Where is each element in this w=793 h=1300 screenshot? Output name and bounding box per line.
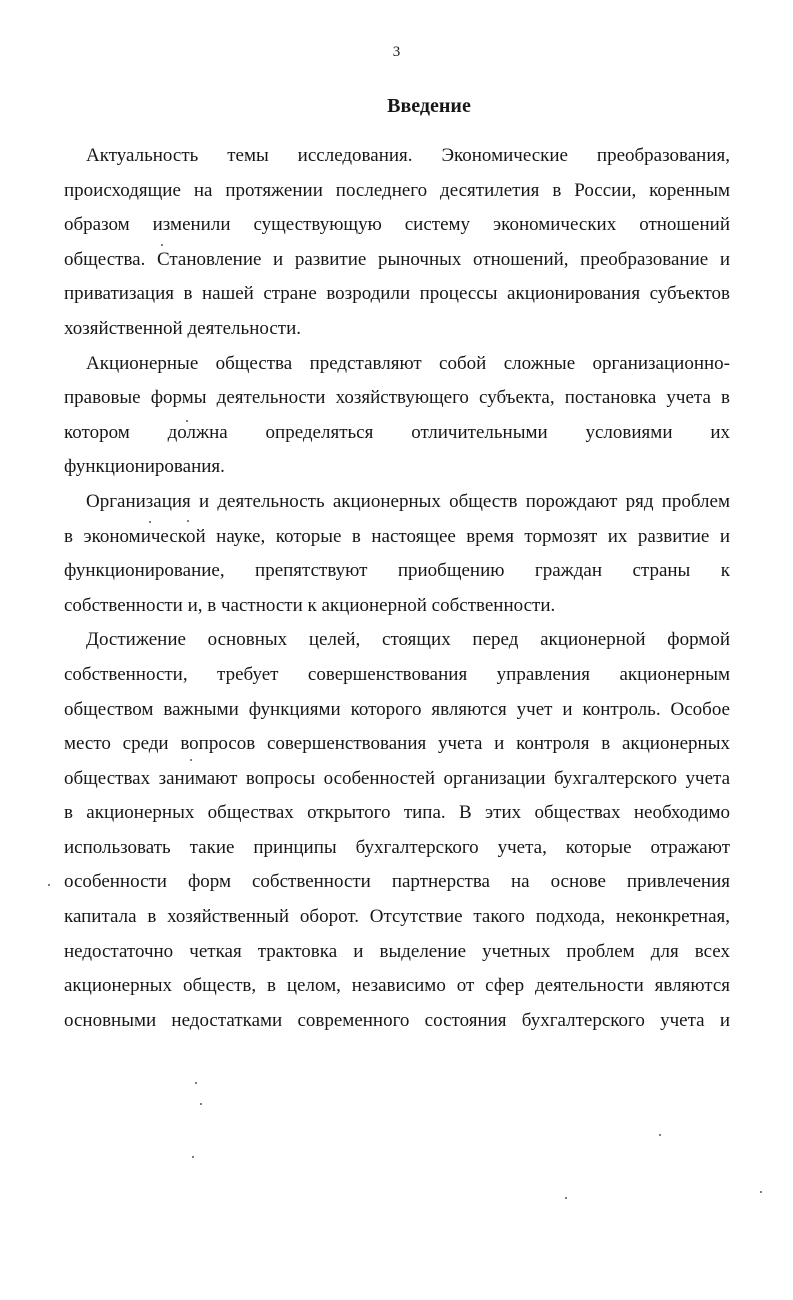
scan-speck [760, 1191, 762, 1193]
text-line: особенности форм собственности партнерства на основе привлечения [64, 871, 730, 893]
paragraph-1 [64, 139, 730, 347]
scan-speck [192, 1156, 194, 1158]
text-line: основными недостатками современного состояния бухгалтерского учета и [64, 1009, 730, 1031]
text-line: хозяйственной деятельности. [64, 317, 301, 339]
text-line: обществом важными функциями которого являются учет и контроль. Особое [64, 698, 730, 720]
paragraph-2 [64, 347, 730, 485]
text-line: Достижение основных целей, стоящих перед акционерной формой [86, 629, 730, 651]
page-number: 3 [392, 44, 401, 60]
paragraph-3 [64, 485, 730, 623]
text-line: в экономической науке, которые в настоящее время тормозят их развитие и [64, 525, 730, 547]
text-line: происходящие на протяжении последнего десятилетия в России, коренным [64, 179, 730, 201]
text-line: в акционерных обществах открытого типа. В этих обществах необходимо [64, 802, 730, 824]
body-text [64, 139, 730, 1038]
text-line: Актуальность темы исследования. Экономические преобразования, [86, 145, 730, 166]
text-line: собственности, требует совершенствования управления акционерным [64, 663, 730, 685]
paragraph-4 [64, 623, 730, 1038]
text-line: капитала в хозяйственный оборот. Отсутствие такого подхода, неконкретная, [64, 906, 730, 928]
text-line: функционирования. [64, 456, 225, 478]
text-line: Акционерные общества представляют собой сложные организационно- [86, 352, 730, 374]
text-line: собственности и, в частности к акционерной собственности. [64, 594, 556, 616]
scan-speck [195, 1082, 197, 1084]
scan-speck [186, 420, 188, 422]
scan-speck [659, 1134, 661, 1136]
text-line: приватизация в нашей стране возродили процессы акционирования субъектов [64, 283, 730, 305]
text-line: обществах занимают вопросы особенностей организации бухгалтерского учета [64, 767, 730, 789]
scan-speck [200, 1103, 202, 1105]
text-line: образом изменили существующую систему экономических отношений [64, 214, 730, 236]
text-line: общества. Становление и развитие рыночных отношений, преобразование и [64, 248, 730, 270]
text-line: недостаточно четкая трактовка и выделение учетных проблем для всех [64, 940, 730, 962]
text-line: место среди вопросов совершенствования учета и контроля в акционерных [64, 733, 730, 755]
scan-speck [161, 244, 163, 246]
text-line: Организация и деятельность акционерных обществ порождают ряд проблем [86, 490, 730, 512]
scan-speck [190, 759, 192, 761]
text-line: функционирование, препятствуют приобщению граждан страны к [64, 560, 730, 582]
scan-speck [565, 1197, 567, 1199]
section-heading: Введение [387, 95, 471, 117]
scan-speck [48, 884, 50, 886]
scan-speck [187, 520, 189, 522]
text-line: правовые формы деятельности хозяйствующего субъекта, постановка учета в [64, 387, 730, 409]
text-line: акционерных обществ, в целом, независимо от сфер деятельности являются [64, 975, 730, 997]
text-line: использовать такие принципы бухгалтерского учета, которые отражают [64, 836, 730, 858]
text-line: котором должна определяться отличительными условиями их [64, 421, 730, 443]
scan-speck [149, 521, 151, 523]
